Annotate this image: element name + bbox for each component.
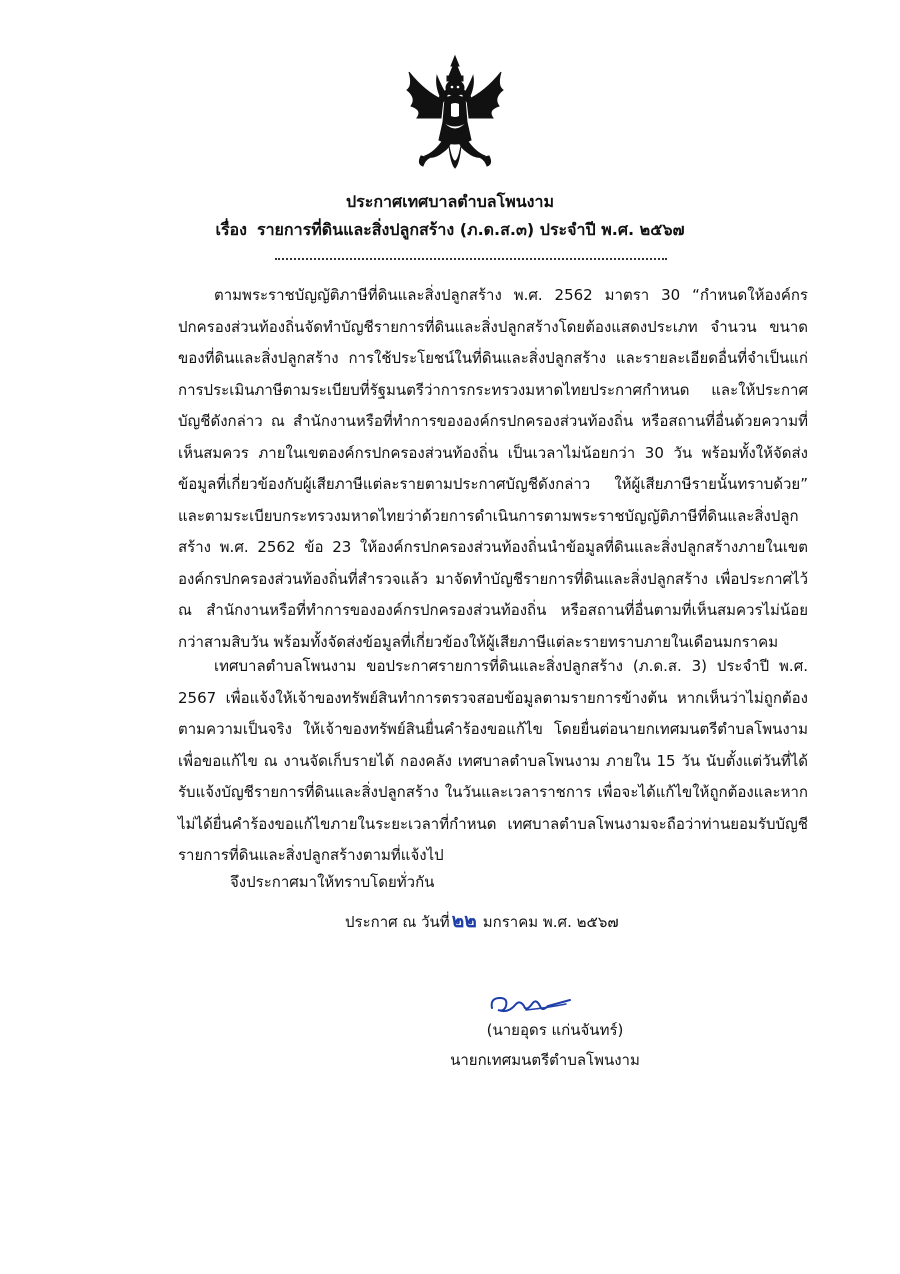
closing-statement: จึงประกาศมาให้ทราบโดยทั่วกัน: [230, 873, 435, 891]
signer-name: (นายอุดร แก่นจันทร์): [486, 1021, 624, 1039]
handwritten-day: ๒๒: [451, 910, 477, 932]
announcement-date: [345, 906, 619, 936]
body-paragraph-2: เทศบาลตำบลโพนงาม ขอประกาศรายการที่ดินและสิ่งปลูกสร้าง (ภ.ด.ส. 3) ประจำปี พ.ศ. 2567 เพื่อแจ้งให้เจ้าของทรัพย์สินทำการตรวจสอบข้อมูลตามรายการข้างต้น หากเห็นว่าไม่ถูกต้องตามความเป็นจริง ให้เจ้าของทรัพย์สินยื่นคำร้องขอแก้ไข โดยยื่นต่อนายกเทศมนตรีตำบลโพนงามเพื่อขอแก้ไข ณ งานจัดเก็บรายได้ กองคลัง เทศบาลตำบลโพนงาม ภายใน 15 วัน นับตั้งแต่วันที่ได้รับแจ้งบัญชีรายการที่ดินและสิ่งปลูกสร้าง ในวันและเวลาราชการ เพื่อจะได้แก้ไขให้ถูกต้องและหากไม่ได้ยื่นคำร้องขอแก้ไขภายในระยะเวลาที่กำหนด เทศบาลตำบลโพนงามจะถือว่าท่านยอมรับบัญชีรายการที่ดินและสิ่งปลูกสร้างตามที่แจ้งไป: [178, 657, 808, 864]
subject-text: รายการที่ดินและสิ่งปลูกสร้าง (ภ.ด.ส.๓) ประจำปี พ.ศ. ๒๕๖๗: [256, 220, 685, 239]
dotted-divider: [275, 258, 667, 260]
date-suffix: มกราคม พ.ศ. ๒๕๖๗: [482, 913, 619, 931]
garuda-emblem-icon: [395, 52, 515, 182]
date-prefix: ประกาศ ณ วันที่: [345, 913, 450, 931]
document-title: ประกาศเทศบาลตำบลโพนงาม: [345, 192, 555, 211]
handwritten-signature-icon: [486, 990, 576, 1020]
subject-label: เรื่อง: [215, 220, 247, 239]
signer-title: นายกเทศมนตรีตำบลโพนงาม: [450, 1051, 640, 1069]
document-subject: [0, 218, 900, 243]
body-paragraph-1: ตามพระราชบัญญัติภาษีที่ดินและสิ่งปลูกสร้าง พ.ศ. 2562 มาตรา 30 “กำหนดให้องค์กรปกครองส่วนท้องถิ่นจัดทำบัญชีรายการที่ดินและสิ่งปลูกสร้างโดยต้องแสดงประเภท จำนวน ขนาดของที่ดินและสิ่งปลูกสร้าง การใช้ประโยชน์ในที่ดินและสิ่งปลูกสร้าง และรายละเอียดอื่นที่จำเป็นแก่การประเมินภาษีตามระเบียบที่รัฐมนตรีว่าการกระทรวงมหาดไทยประกาศกำหนด และให้ประกาศบัญชีดังกล่าว ณ สำนักงานหรือที่ทำการขององค์กรปกครองส่วนท้องถิ่น หรือสถานที่อื่นด้วยความที่เห็นสมควร ภายในเขตองค์กรปกครองส่วนท้องถิ่น เป็นเวลาไม่น้อยกว่า 30 วัน พร้อมทั้งให้จัดส่งข้อมูลที่เกี่ยวข้องกับผู้เสียภาษีแต่ละรายตามประกาศบัญชีดังกล่าว ให้ผู้เสียภาษีรายนั้นทราบด้วย” และตามระเบียบกระทรวงมหาดไทยว่าด้วยการดำเนินการตามพระราชบัญญัติภาษีที่ดินและสิ่งปลูกสร้าง พ.ศ. 2562 ข้อ 23 ให้องค์กรปกครองส่วนท้องถิ่นนำข้อมูลที่ดินและสิ่งปลูกสร้างภายในเขตองค์กรปกครองส่วนท้องถิ่นที่สำรวจแล้ว มาจัดทำบัญชีรายการที่ดินและสิ่งปลูกสร้าง เพื่อประกาศไว้ ณ สำนักงานหรือที่ทำการขององค์กรปกครองส่วนท้องถิ่น หรือสถานที่อื่นตามที่เห็นสมควรไม่น้อยกว่าสามสิบวัน พร้อมทั้งจัดส่งข้อมูลที่เกี่ยวข้องให้ผู้เสียภาษีแต่ละรายทราบภายในเดือนมกราคม: [178, 286, 808, 651]
